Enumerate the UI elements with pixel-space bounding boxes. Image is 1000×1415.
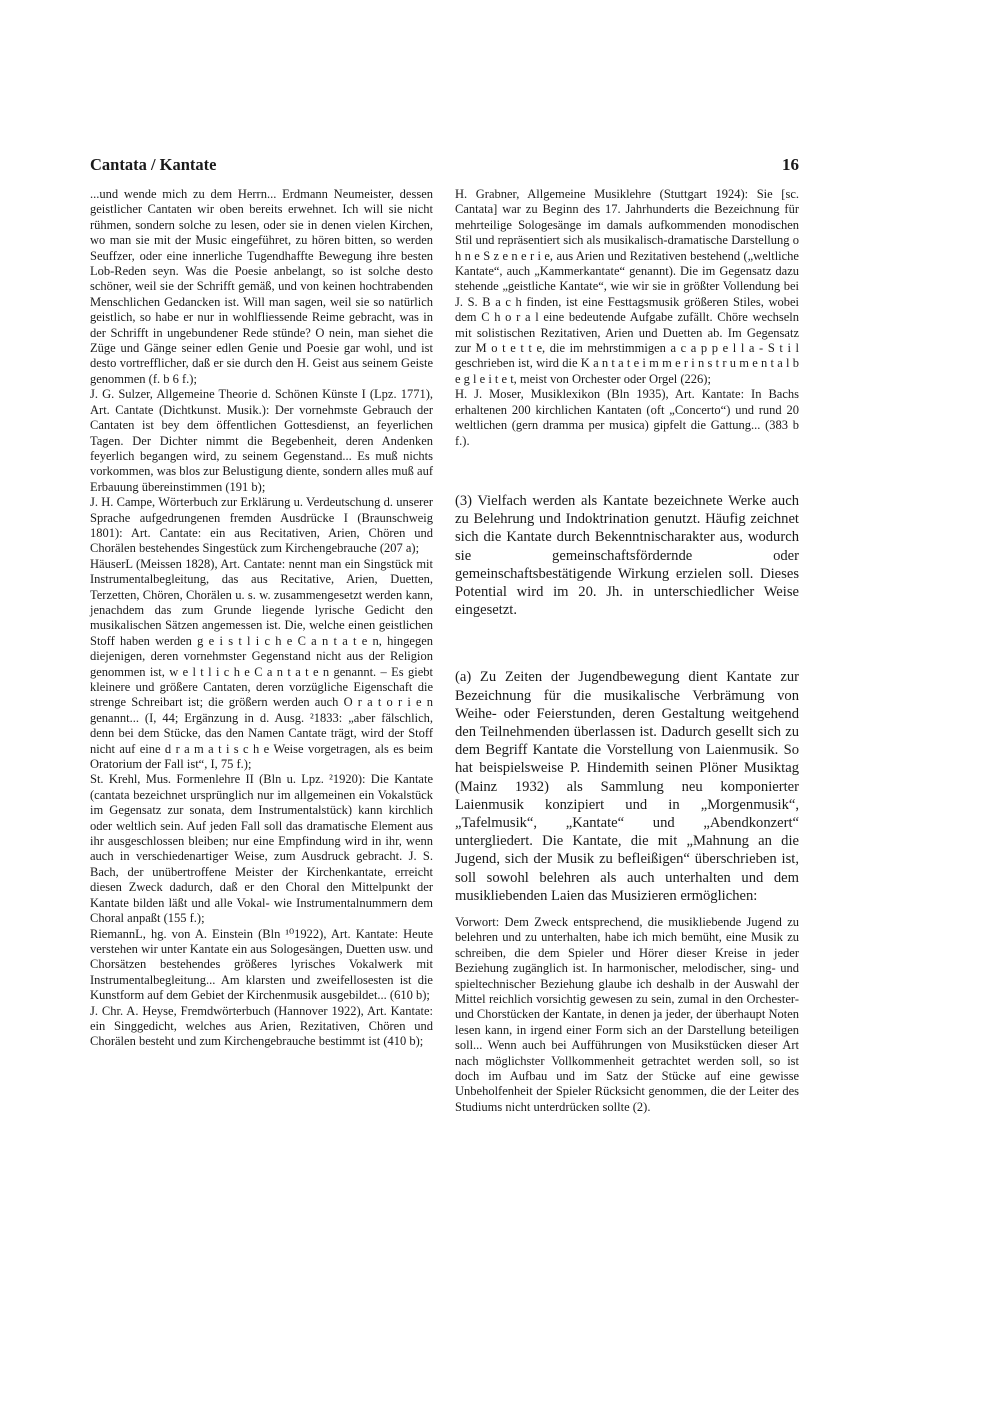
quote-neumeister: ...und wende mich zu dem Herrn... Erdmann Neumeister, dessen geistlicher Cantaten wir oben bereits erwehnet. Ich will sie nicht rühmen, sondern solche zu lesen, oder sie in denen vielen Kirchen, wo man sie mit der Music eingeführet, zu hören bitten, so werden Seuffzer, oder eine innerliche Tugendhaffte Bewegung ihre besten Lob-Reden seyn. Was die Poesie anbelangt, so ist solche desto schöner, weil sie der Schrifft gemäß, und von keinen hochtrabenden Menschlichen Gedancken ist. Will man sagen, weil sie so natürlich geistlich, so habe er nur in wohlfliessende Reime gebracht, was in der Schrifft in ungebundener Rede stünde? O nein, man siehet die Züge und Gänge seiner edlen Genie und Poesie gar wohl, und ist desto vortrefflicher, daß er sie durch den H. Geist aus seinem Geiste genommen (f. b 6 f.); (90, 187, 433, 386)
left-column (90, 187, 433, 1050)
vorwort-quote: Vorwort: Dem Zweck entsprechend, die musikliebende Jugend zu belehren und zu unterhalten, habe ich mich bemüht, eine Musik zu schreiben, die dem Spieler und Hörer dieser Kreise in jeder Beziehung zugänglich ist. In harmonischer, melodischer, sing- und spieltechnischer Beziehung glaube ich deshalb in der Auswahl der Mittel reichlich vorsichtig gewesen zu sein, zumal in den Orchester- und Chorstücken der Kantate, in denen ja jeder, der überhaupt Noten lesen kann, in irgend einer Form sich an der Darstellung beteiligen soll... Wenn auch bei Aufführungen von Musikstücken dieser Art nach möglichster Vollkommenheit getrachtet werden soll, so ist doch im Aufbau und im Satz der Stücke auf eine gewisse Unbeholfenheit der Spieler Rücksicht genommen, die der Leiter des Studiums nicht unterdrücken sollte (2). (455, 914, 799, 1114)
quote-campe: J. H. Campe, Wörterbuch zur Erklärung u. Verdeutschung d. unserer Sprache aufgedrungenen fremden Ausdrücke I (Braunschweig 1801): Art. Cantate: ein aus Recitativen, Arien, Chören und Chorälen bestehendes Singestück zum Kirchengebrauche (207 a); (90, 495, 433, 556)
quote-heyse: J. Chr. A. Heyse, Fremdwörterbuch (Hannover 1922), Art. Kantate: ein Singgedicht, welches aus Arien, Rezitativen, Chören und Chorälen besteht und zum Kirchengebrauche bestimmt ist (410 b); (90, 1003, 433, 1049)
right-column (455, 187, 799, 1115)
quote-list-right (455, 187, 799, 449)
page-header (90, 155, 799, 179)
quote-sulzer: J. G. Sulzer, Allgemeine Theorie d. Schönen Künste I (Lpz. 1771), Art. Cantate (Dichtkunst. Musik.): Der vornehmste Gebrauch der Cantaten ist bey dem öffentlichen Gottesdienst, an feyerlichen Tagen. Der Dichter nimmt die Begebenheit, deren Andenken feyerlich begangen wird, zu seinem Gegenstand... Es muß nichts vorkommen, was blos zur Belustigung diente, sondern alles muß auf Erbauung übereinstimmen (191 b); (90, 387, 433, 494)
quote-haeuser: HäuserL (Meissen 1828), Art. Cantate: nennt man ein Singstück mit Instrumentalbegleitung, das aus Recitative, Arien, Duetten, Terzetten, Chören, Chorälen u. s. w. zusammengesetzt werden kann, jenachdem das zum Grunde liegende lyrische Gedicht den musikalischen Sätzen angemessen ist. Die, welche einen geistlichen Stoff haben werden g e i s t l i c h e C a n t a t e n, hingegen diejenigen, deren vornehmster Gegenstand nicht aus der Religion genommen ist, w e l t l i c h e C a n t a t e n genannt. – Es giebt kleinere und größere Cantaten, deren vorzügliche Eigenschaft die strenge Schreibart ist; die größern werden auch O r a t o r i e n genannt... (I, 44; Ergänzung in d. Ausg. ²1833: „aber fälschlich, denn bei dem Stücke, das den Namen Cantate trägt, wird der Stoff nicht auf eine d r a m a t i s c h e Weise vorgetragen, als es beim Oratorium der Fall ist“, I, 75 f.); (90, 556, 433, 772)
section-a-paragraph: (a) Zu Zeiten der Jugendbewegung dient Kantate zur Bezeichnung für die musikalische Verbrämung von Weihe- oder Feierstunden, deren Gestaltung weitgehend den Teilnehmenden überlassen ist. Dadurch gesellt sich zu dem Begriff Kantate die Vorstellung von Laienmusik. So hat beispielsweise P. Hindemith seinen Plöner Musiktag (Mainz 1932) als Sammlung neu komponierter Laienmusik konzipiert und in „Morgenmusik“, „Tafelmusik“, „Kantate“ und „Abendkonzert“ untergliedert. Die Kantate, die mit „Mahnung an die Jugend, sich der Musik zu befleißigen“ überschrieben ist, soll sowohl belehren als auch unterhalten und dem musikliebenden Laien das Musizieren ermöglichen: (455, 669, 799, 904)
quote-moser: H. J. Moser, Musiklexikon (Bln 1935), Art. Kantate: In Bachs erhaltenen 200 kirchlichen Kantaten (oft „Concerto“) und rund 20 weltlichen (gern dramma per musica) gipfelt die Gattung... (383 b f.). (455, 387, 799, 448)
quote-grabner: H. Grabner, Allgemeine Musiklehre (Stuttgart 1924): Sie [sc. Cantata] war zu Beginn des 17. Jahrhunderts die Bezeichnung für mehrteilige Sologesänge im damals aufkommenden monodischen Stil und repräsentiert sich als musikalisch-dramatische Darstellung o h n e S z e n e r i e, aus Arien und Rezitativen bestehend („weltliche Kantate“, auch „Kammerkantate“ genannt). Die im Gegensatz dazu stehende „geistliche Kantate“, wie wir sie in größter Vollendung bei J. S. B a c h finden, ist eine Festtagsmusik größeren Stiles, wobei dem C h o r a l eine bedeutende Aufgabe zufällt. Chöre wechseln mit solistischen Rezitativen, Arien und Duetten ab. Im Gegensatz zur M o t e t t e, die im mehrstimmigen a c a p p e l l a - S t i l geschrieben ist, wird die K a n t a t e i m m e r i n s t r u m e n t a l b e g l e i t e t, meist von Orchester oder Orgel (226); (455, 187, 799, 386)
quote-riemann: RiemannL, hg. von A. Einstein (Bln ¹⁰1922), Art. Kantate: Heute verstehen wir unter Kantate ein aus Sologesängen, Duetten usw. und Chorsätzen bestehendes größeres lyrisches Vokalwerk mit Instrumentalbegleitung... Am klarsten und zweifellosesten ist die Kunstform auf dem Gebiet der Kirchenmusik ausgebildet... (610 b); (90, 926, 433, 1003)
quote-krehl: St. Krehl, Mus. Formenlehre II (Bln u. Lpz. ²1920): Die Kantate (cantata bezeichnet ursprünglich nur im allgemeinen ein Vokalstück im Gegensatz zur sonata, dem Instrumentalstück) kann kirchlich oder weltlich sein. Auf jeden Fall soll das dramatische Element aus ihr ausgeschlossen bleiben; nur eine Empfindung wird in ihr, wenn auch in verschiedenartiger Weise, zum Ausdruck gebracht. J. S. Bach, der unübertroffene Meister der Kirchenkantate, erreicht diesen Zweck dadurch, daß er den Choral den Mittelpunkt der Kantate bilden läßt und alle Vokal- wie Instrumentalnummern dem Choral anpaßt (155 f.); (90, 772, 433, 926)
running-title: Cantata / Kantate (90, 155, 217, 174)
page-number: 16 (782, 155, 799, 174)
section-3-paragraph: (3) Vielfach werden als Kantate bezeichnete Werke auch zu Belehrung und Indoktrination genutzt. Häufig zeichnet sich die Kantate durch Bekenntnischarakter aus, wodurch sie gemeinschaftsfördernde oder gemeinschaftsbestätigende Wirkung erzielen soll. Dieses Potential wird im 20. Jh. in unterschiedlicher Weise eingesetzt. (455, 492, 799, 619)
quote-list-left (90, 187, 433, 1050)
